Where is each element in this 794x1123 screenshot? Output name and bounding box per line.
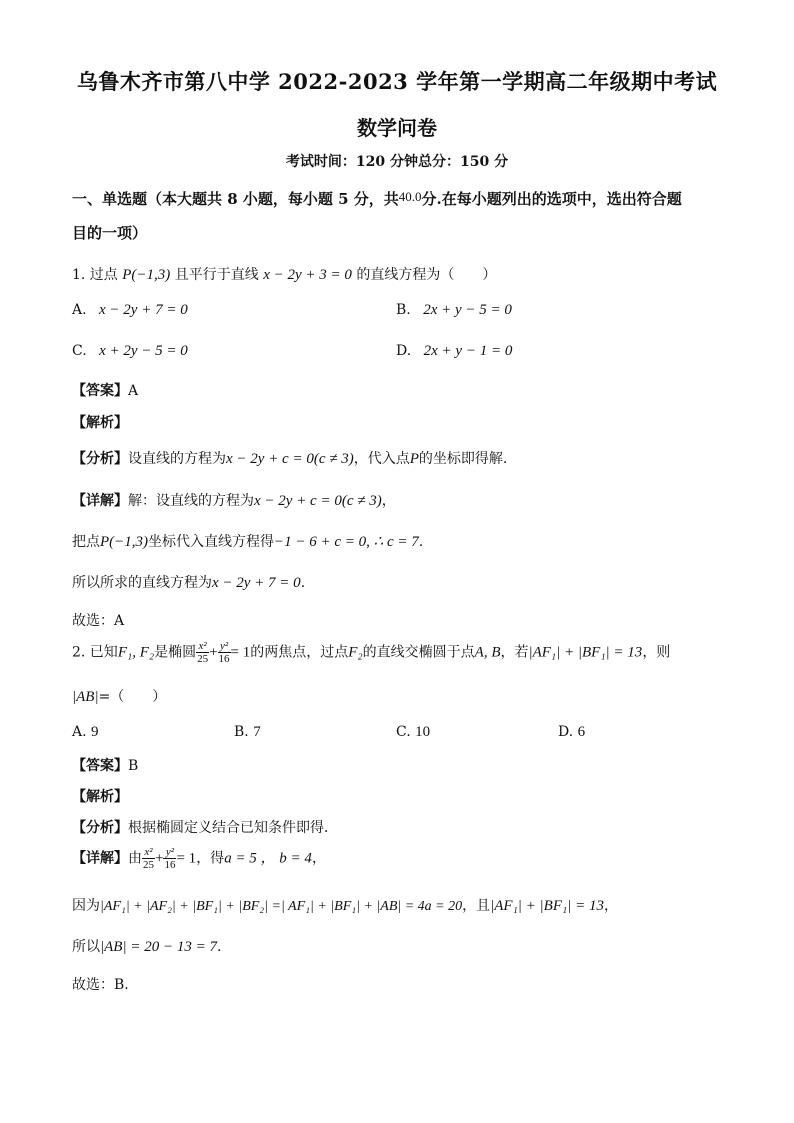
fenxi-tag: 【分析】 xyxy=(72,451,128,467)
sub-eq: −1 − 6 + c = 0, ∴ c = 7 xyxy=(274,534,419,550)
answer-value: A xyxy=(128,383,139,399)
option-text: 10 xyxy=(415,724,431,740)
sub-text-b: 坐标代入直线方程得 xyxy=(148,534,275,550)
q1-substitute xyxy=(72,531,423,551)
q1-number: 1. 过点 xyxy=(72,267,118,283)
q2-option-d xyxy=(558,724,585,741)
q1-option-d xyxy=(396,343,512,360)
exam-subtitle: 数学问卷 xyxy=(357,116,437,140)
fenxi-point: P xyxy=(409,451,419,467)
sub-point: P(−1,3) xyxy=(100,534,149,550)
fenxi-text-b: ，代入点 xyxy=(353,451,410,467)
section-line2: 目的一项） xyxy=(72,224,148,242)
q2-frac-x: $\frac{\text{x²}}{25}$ xyxy=(197,640,209,665)
q2-mid2: 的直线交椭圆于点 xyxy=(362,644,475,661)
option-letter: B. xyxy=(234,724,249,740)
q2-line2-end: =（ ） xyxy=(98,689,167,705)
q2-fenxi xyxy=(72,817,338,837)
fenxi-text: 根据椭圆定义结合已知条件即得． xyxy=(128,820,338,836)
option-text: 9 xyxy=(91,724,99,740)
q2-ab: A, B xyxy=(474,644,501,661)
q2-eq1: = 1 xyxy=(230,644,251,661)
q2-end: ，则 xyxy=(642,644,671,661)
option-letter: C. xyxy=(72,343,87,359)
q2-f2: F₂ xyxy=(348,644,363,661)
sub-text-c: . xyxy=(418,534,424,550)
q2-so xyxy=(72,936,221,956)
concl-text-b: . xyxy=(300,575,306,591)
because-eq: |AF₁| + |AF₂| + |BF₁| + |BF₂| =| AF₁| + |BF₁| + |AB| = 4a = 20 xyxy=(100,899,463,914)
q2-mid3: ，若 xyxy=(500,644,529,661)
option-text: 2x + y − 1 = 0 xyxy=(423,343,513,359)
detail-eq1: = 1 xyxy=(176,850,197,867)
answer-tag: 【答案】 xyxy=(72,383,128,399)
exam-title: 乌鲁木齐市第八中学 2022-2023 学年第一学期高二年级期中考试 xyxy=(76,69,718,94)
detail-eq: x − 2y + c = 0(c ≠ 3) xyxy=(254,493,382,509)
because-text-b: ，且 xyxy=(462,898,491,914)
option-text: 2x + y − 5 = 0 xyxy=(423,302,512,318)
answer-value: B xyxy=(128,758,139,774)
q2-mid: 的两焦点，过点 xyxy=(250,644,349,661)
detail-frac-y: $\frac{\text{y²}}{16}$ xyxy=(164,846,176,871)
detail-tag: 【详解】 xyxy=(72,850,128,867)
q1-option-c xyxy=(72,343,188,360)
q2-foci: F₁, F₂ xyxy=(117,644,155,661)
fenxi-tag: 【分析】 xyxy=(72,820,128,836)
q2-option-c xyxy=(396,724,430,741)
section-line1: 一、单选题（本大题共 8 小题，每小题 5 分，共 xyxy=(72,190,399,208)
because-text-a: 因为 xyxy=(72,898,100,914)
section-header xyxy=(72,188,682,209)
so-text-a: 所以 xyxy=(72,939,100,955)
q2-analysis-tag: 【解析】 xyxy=(72,789,128,805)
so-text-b: . xyxy=(216,939,222,955)
q1-answer xyxy=(72,380,138,400)
q1-mid: 且平行于直线 xyxy=(174,267,259,283)
q2-number: 2. 已知 xyxy=(72,644,118,661)
detail-frac-x: $\frac{\text{x²}}{25}$ xyxy=(143,846,154,871)
q2-plus: + xyxy=(209,644,218,661)
q1-fenxi xyxy=(72,448,507,468)
q2-choose: 故选：B. xyxy=(72,977,129,993)
fenxi-eq: x − 2y + c = 0(c ≠ 3) xyxy=(226,451,354,467)
because-cond: |AF₁| + |BF₁| = 13 xyxy=(490,898,604,914)
detail-text-c: ， xyxy=(311,850,326,867)
answer-tag: 【答案】 xyxy=(72,758,128,774)
question-1 xyxy=(72,264,496,284)
option-text: 6 xyxy=(577,724,586,740)
option-letter: D. xyxy=(396,343,412,359)
option-letter: D. xyxy=(558,724,574,740)
q1-option-b xyxy=(396,302,512,319)
q1-line-eq: x − 2y + 3 = 0 xyxy=(263,267,352,283)
fenxi-text-c: 的坐标即得解. xyxy=(418,451,508,467)
q2-ab-abs: |AB| xyxy=(72,689,99,705)
section-total: 40.0 xyxy=(398,189,422,204)
q1-analysis-tag: 【解析】 xyxy=(72,415,128,431)
q1-point: P(−1,3) xyxy=(122,267,171,283)
q2-because xyxy=(72,895,618,915)
option-letter: A. xyxy=(72,302,87,318)
q2-line2 xyxy=(72,686,166,706)
q1-conclusion xyxy=(72,572,305,592)
q1-choose: 故选：A xyxy=(72,613,125,629)
q2-cond: |AF₁| + |BF₁| = 13 xyxy=(528,644,643,661)
detail-tag: 【详解】 xyxy=(72,493,128,509)
q2-is-ellipse: 是椭圆 xyxy=(154,644,197,661)
q2-option-b xyxy=(234,724,261,741)
detail-text-b: ，得 xyxy=(196,850,225,867)
concl-eq: x − 2y + 7 = 0 xyxy=(212,575,301,591)
option-letter: A. xyxy=(72,724,87,740)
q2-answer xyxy=(72,755,138,775)
detail-text-b: ， xyxy=(381,493,396,509)
option-text: x + 2y − 5 = 0 xyxy=(99,343,188,359)
detail-text-a: 由 xyxy=(128,850,142,867)
because-text-c: ， xyxy=(603,898,618,914)
so-eq: |AB| = 20 − 13 = 7 xyxy=(100,939,217,955)
q1-option-a xyxy=(72,302,188,319)
option-letter: C. xyxy=(396,724,411,740)
option-text: x − 2y + 7 = 0 xyxy=(99,302,188,318)
option-letter: B. xyxy=(396,302,411,318)
detail-text-a: 解：设直线的方程为 xyxy=(128,493,254,509)
concl-text-a: 所以所求的直线方程为 xyxy=(72,575,212,591)
detail-ab: a = 5 ， b = 4 xyxy=(224,850,312,867)
q2-detail xyxy=(72,846,326,871)
question-2 xyxy=(72,640,670,665)
option-text: 7 xyxy=(253,724,261,740)
detail-plus: + xyxy=(155,850,164,867)
sub-text-a: 把点 xyxy=(72,534,100,550)
q2-frac-y: $\frac{\text{y²}}{16}$ xyxy=(218,640,230,665)
q1-end: 的直线方程为（ ） xyxy=(356,267,497,283)
q1-detail xyxy=(72,490,396,510)
section-line1-end: 分.在每小题列出的选项中，选出符合题 xyxy=(421,190,682,208)
exam-info: 考试时间：120 分钟总分：150 分 xyxy=(285,154,509,170)
q2-option-a xyxy=(72,724,99,741)
fenxi-text-a: 设直线的方程为 xyxy=(128,451,226,467)
